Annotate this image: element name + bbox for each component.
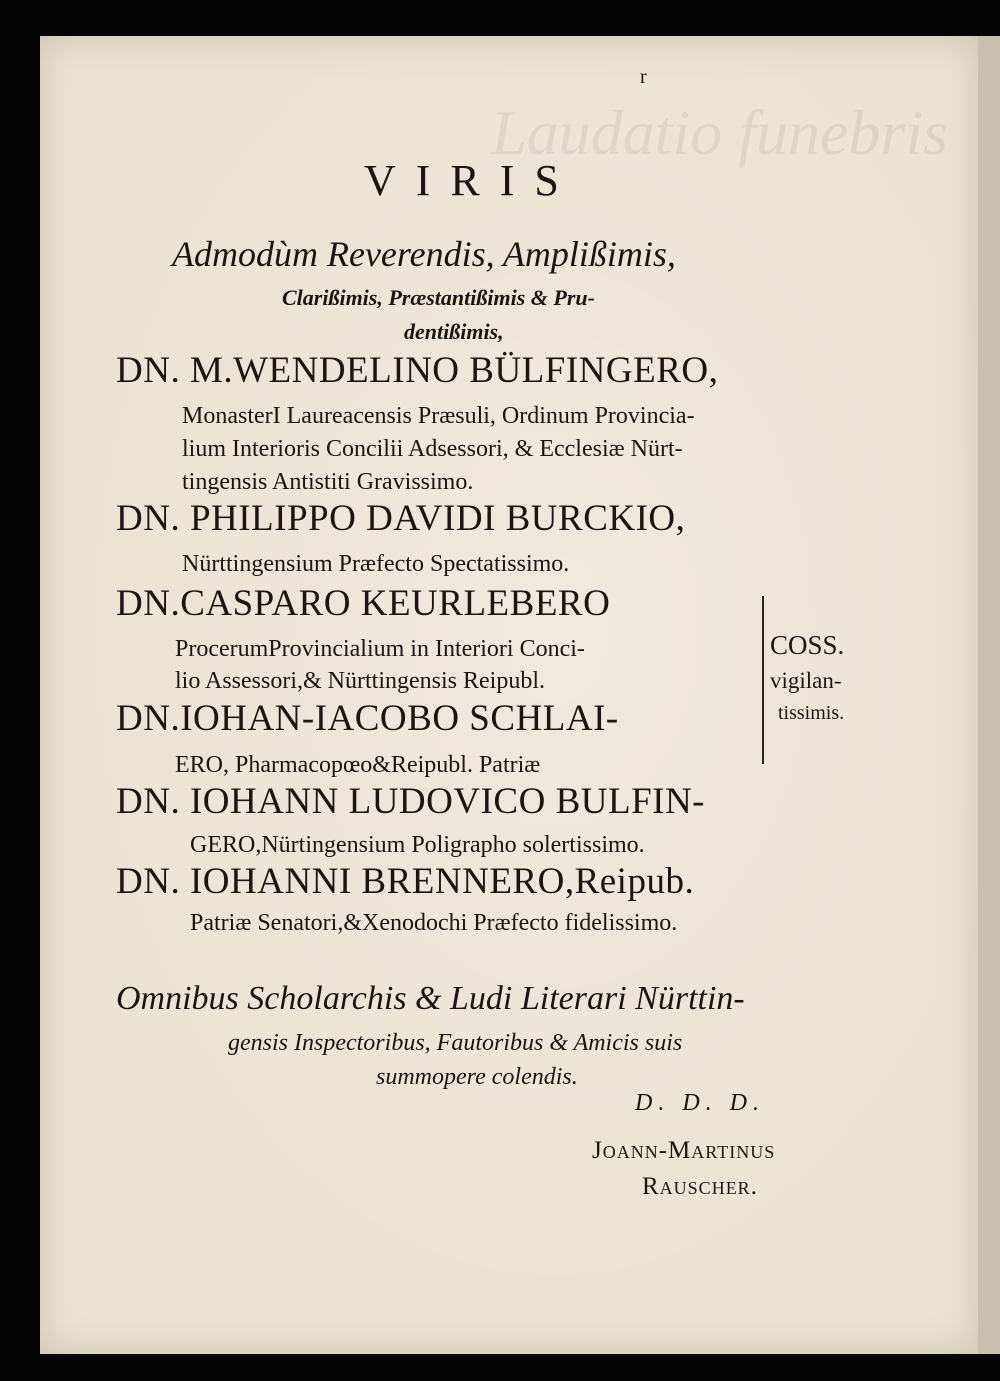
adjacent-page-edge xyxy=(978,36,1000,1354)
signature-mark: r xyxy=(640,66,647,88)
dedicatee-desc-6: Patriæ Senatori,&Xenodochi Præfecto fidelissimo. xyxy=(190,910,678,936)
consuls-abbrev: COSS. xyxy=(770,630,845,660)
show-through-text: Laudatio funebris xyxy=(491,97,948,168)
closing-line-1: Omnibus Scholarchis & Ludi Literari Nürttin- xyxy=(116,980,745,1017)
heading-viris: VIRIS xyxy=(364,156,579,205)
consuls-bracket xyxy=(752,596,764,764)
consuls-epithet-2: tissimis. xyxy=(778,702,845,724)
dedicatee-desc-4: ERO, Pharmacopœo&Reipubl. Patriæ xyxy=(175,752,541,778)
dedicatee-name-1: DN. M.WENDELINO BÜLFINGERO, xyxy=(116,350,719,391)
dedicatee-name-2: DN. PHILIPPO DAVIDI BURCKIO, xyxy=(116,498,686,539)
dedicatee-desc-5: GERO,Nürtingensium Poligrapho solertissimo. xyxy=(190,832,645,858)
epithets-line-1: Admodùm Reverendis, Amplißimis, xyxy=(172,234,676,274)
dedicatee-desc-2: Nürttingensium Præfecto Spectatissimo. xyxy=(182,551,570,577)
author-surname: Rauscher. xyxy=(642,1173,758,1200)
consuls-epithet-1: vigilan- xyxy=(770,668,842,693)
dedicatee-desc-3a: ProcerumProvincialium in Interiori Conci- xyxy=(175,636,585,662)
dedication-mark: D. D. D. xyxy=(635,1090,765,1116)
epithets-line-3: dentißimis, xyxy=(404,319,504,344)
dedicatee-name-4: DN.IOHAN-IACOBO SCHLAI- xyxy=(116,698,619,739)
dedicatee-desc-1c: tingensis Antistiti Gravissimo. xyxy=(182,469,474,495)
dedicatee-desc-1a: MonasterI Laureacensis Præsuli, Ordinum Provincia- xyxy=(182,403,695,429)
dedicatee-desc-3b: lio Assessori,& Nürttingensis Reipubl. xyxy=(175,668,546,694)
dedicatee-name-3: DN.CASPARO KEURLEBERO xyxy=(116,583,611,624)
dedicatee-name-6: DN. IOHANNI BRENNERO,Reipub. xyxy=(116,861,695,902)
author-first-name: Joann-Martinus xyxy=(592,1137,776,1164)
epithets-line-2: Clarißimis, Præstantißimis & Pru- xyxy=(282,285,595,310)
dedicatee-desc-1b: lium Interioris Concilii Adsessori, & Ecclesiæ Nürt- xyxy=(182,436,683,462)
closing-line-3: summopere colendis. xyxy=(376,1064,578,1090)
dedicatee-name-5: DN. IOHANN LUDOVICO BULFIN- xyxy=(116,781,706,822)
closing-line-2: gensis Inspectoribus, Fautoribus & Amicis suis xyxy=(228,1030,683,1056)
